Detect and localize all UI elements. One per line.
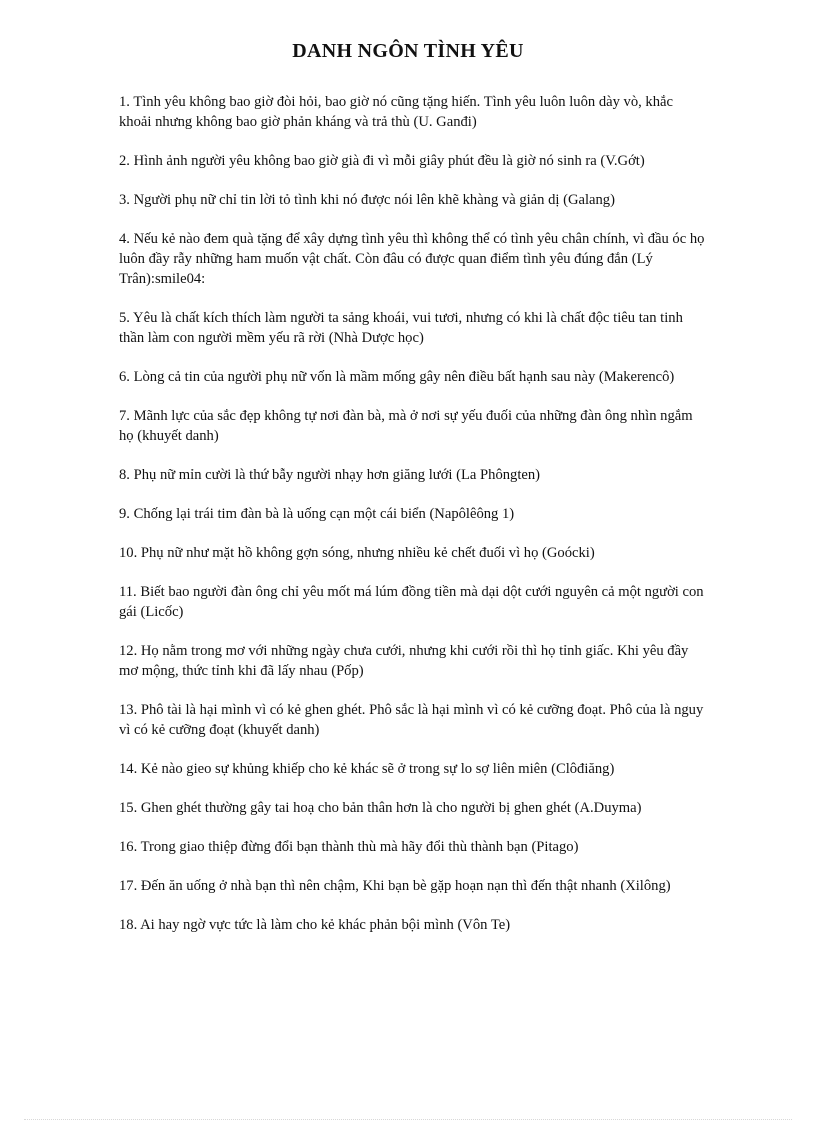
quote-item: 8. Phụ nữ mỉn cười là thứ bẫy người nhạy hơn giăng lưới (La Phôngten) [119, 467, 541, 483]
quote-item: 12. Họ nằm trong mơ với những ngày chưa cưới, nhưng khi cưới rồi thì họ tỉnh giấc. Khi yêu đầy mơ mộng, thức tỉnh khi đã lấy nhau (Pốp) [119, 643, 689, 679]
quote-item: 3. Người phụ nữ chỉ tin lời tỏ tình khi nó được nói lên khẽ khàng và giản dị (Galang) [119, 192, 615, 208]
quote-item: 6. Lòng cả tin của người phụ nữ vốn là mầm mống gây nên điều bất hạnh sau này (Makerencô) [119, 369, 675, 385]
quote-item: 7. Mãnh lực của sắc đẹp không tự nơi đàn bà, mà ở nơi sự yếu đuối của những đàn ông nhìn ngắm họ (khuyết danh) [119, 408, 693, 444]
quote-list [119, 92, 709, 954]
quote-item: 15. Ghen ghét thường gây tai hoạ cho bản thân hơn là cho người bị ghen ghét (A.Duyma) [119, 800, 642, 816]
quote-item: 18. Ai hay ngờ vực tức là làm cho kẻ khác phản bội mình (Vôn Te) [119, 917, 511, 933]
quote-item: 14. Kẻ nào gieo sự khủng khiếp cho kẻ khác sẽ ở trong sự lo sợ liên miên (Clôđiăng) [119, 761, 615, 777]
quote-item: 10. Phụ nữ như mặt hồ không gợn sóng, nhưng nhiều kẻ chết đuối vì họ (Goócki) [119, 545, 595, 561]
page-bottom-rule [24, 1119, 792, 1120]
quote-item: 1. Tình yêu không bao giờ đòi hỏi, bao giờ nó cũng tặng hiến. Tình yêu luôn luôn dày vò, khắc khoải nhưng không bao giờ phản kháng và trả thù (U. Ganđi) [119, 94, 673, 130]
quote-item: 9. Chống lại trái tim đàn bà là uống cạn một cái biển (Napôlêông 1) [119, 506, 515, 522]
page-title: DANH NGÔN TÌNH YÊU [292, 40, 524, 62]
quote-item: 4. Nếu kẻ nào đem quà tặng để xây dựng tình yêu thì không thể có tình yêu chân chính, vì đầu óc họ luôn đầy rẫy những ham muốn vật chất. Còn đâu có được quan điểm tình yêu đúng đắn (Lý Trân):smile04: [119, 231, 705, 287]
quote-item: 17. Đến ăn uống ở nhà bạn thì nên chậm, Khi bạn bè gặp hoạn nạn thì đến thật nhanh (Xilông) [119, 878, 671, 894]
quote-item: 5. Yêu là chất kích thích làm người ta sảng khoái, vui tươi, nhưng có khi là chất độc tiêu tan tinh thần làm con người mềm yếu rã rời (Nhà Dược học) [119, 310, 683, 346]
quote-item: 11. Biết bao người đàn ông chỉ yêu mốt má lúm đồng tiền mà dại dột cưới nguyên cả một người con gái (Licốc) [119, 584, 704, 620]
quote-item: 2. Hình ảnh người yêu không bao giờ già đi vì mỗi giây phút đều là giờ nó sinh ra (V.Gớt) [119, 153, 645, 169]
quote-item: 13. Phô tài là hại mình vì có kẻ ghen ghét. Phô sắc là hại mình vì có kẻ cưỡng đoạt. Phô của là nguy vì có kẻ cưỡng đoạt (khuyết danh) [119, 702, 704, 738]
quote-item: 16. Trong giao thiệp đừng đổi bạn thành thù mà hãy đổi thù thành bạn (Pitago) [119, 839, 579, 855]
